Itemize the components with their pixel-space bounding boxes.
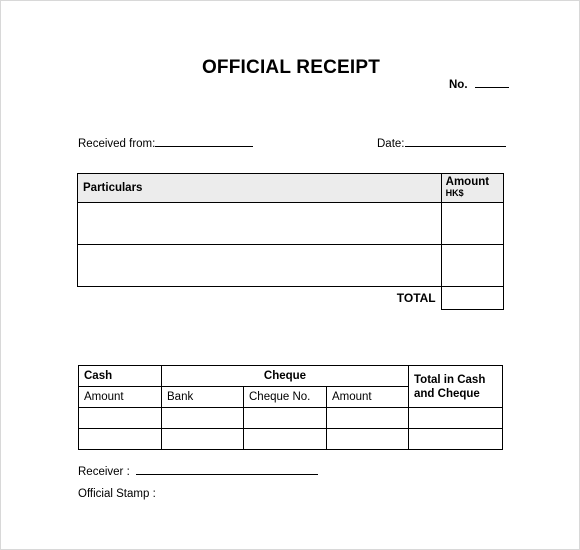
particulars-row xyxy=(78,203,504,245)
receiver-label: Receiver : xyxy=(78,466,130,478)
total-row xyxy=(78,287,504,310)
particulars-header: Particulars xyxy=(78,174,442,203)
amount-currency-label: HK$ xyxy=(445,188,464,198)
receipt-number-field xyxy=(449,77,509,91)
amount-header-label: Amount xyxy=(445,176,490,188)
total-cash-cheque-header: Total in Cash and Cheque xyxy=(409,366,503,408)
received-from-field xyxy=(78,136,253,150)
amount-cell[interactable] xyxy=(441,245,503,287)
date-field xyxy=(377,136,506,150)
particulars-header-row xyxy=(78,174,504,203)
payment-header-row xyxy=(79,366,503,387)
total-cash-cheque-cell[interactable] xyxy=(409,408,503,429)
particulars-row xyxy=(78,245,504,287)
cheque-header: Cheque xyxy=(162,366,409,387)
total-amount-cell[interactable] xyxy=(441,287,503,310)
cheque-amount-cell[interactable] xyxy=(327,429,409,450)
cheque-amount-cell[interactable] xyxy=(327,408,409,429)
receiver-field xyxy=(78,464,318,478)
received-from-line[interactable] xyxy=(155,136,253,147)
particulars-cell[interactable] xyxy=(78,203,442,245)
total-label: TOTAL xyxy=(78,287,442,310)
receipt-title: OFFICIAL RECEIPT xyxy=(201,57,381,78)
cash-amount-cell[interactable] xyxy=(79,429,162,450)
total-cash-cheque-cell[interactable] xyxy=(409,429,503,450)
amount-header xyxy=(441,174,503,203)
receipt-number-line[interactable] xyxy=(475,77,509,88)
cash-amount-cell[interactable] xyxy=(79,408,162,429)
cheque-amount-header: Amount xyxy=(327,387,409,408)
date-label: Date: xyxy=(377,138,405,150)
particulars-table xyxy=(77,173,504,310)
particulars-cell[interactable] xyxy=(78,245,442,287)
receiver-line[interactable] xyxy=(136,464,318,475)
payment-table xyxy=(78,365,503,450)
payment-row xyxy=(79,429,503,450)
cheque-no-cell[interactable] xyxy=(244,408,327,429)
date-line[interactable] xyxy=(405,136,506,147)
cheque-no-header: Cheque No. xyxy=(244,387,327,408)
bank-cell[interactable] xyxy=(162,429,244,450)
payment-row xyxy=(79,408,503,429)
cash-amount-header: Amount xyxy=(79,387,162,408)
amount-cell[interactable] xyxy=(441,203,503,245)
cash-header: Cash xyxy=(79,366,162,387)
bank-cell[interactable] xyxy=(162,408,244,429)
official-stamp-label: Official Stamp : xyxy=(78,488,156,500)
received-from-label: Received from: xyxy=(78,138,156,150)
receipt-number-label: No. xyxy=(449,79,468,91)
bank-header: Bank xyxy=(162,387,244,408)
cheque-no-cell[interactable] xyxy=(244,429,327,450)
